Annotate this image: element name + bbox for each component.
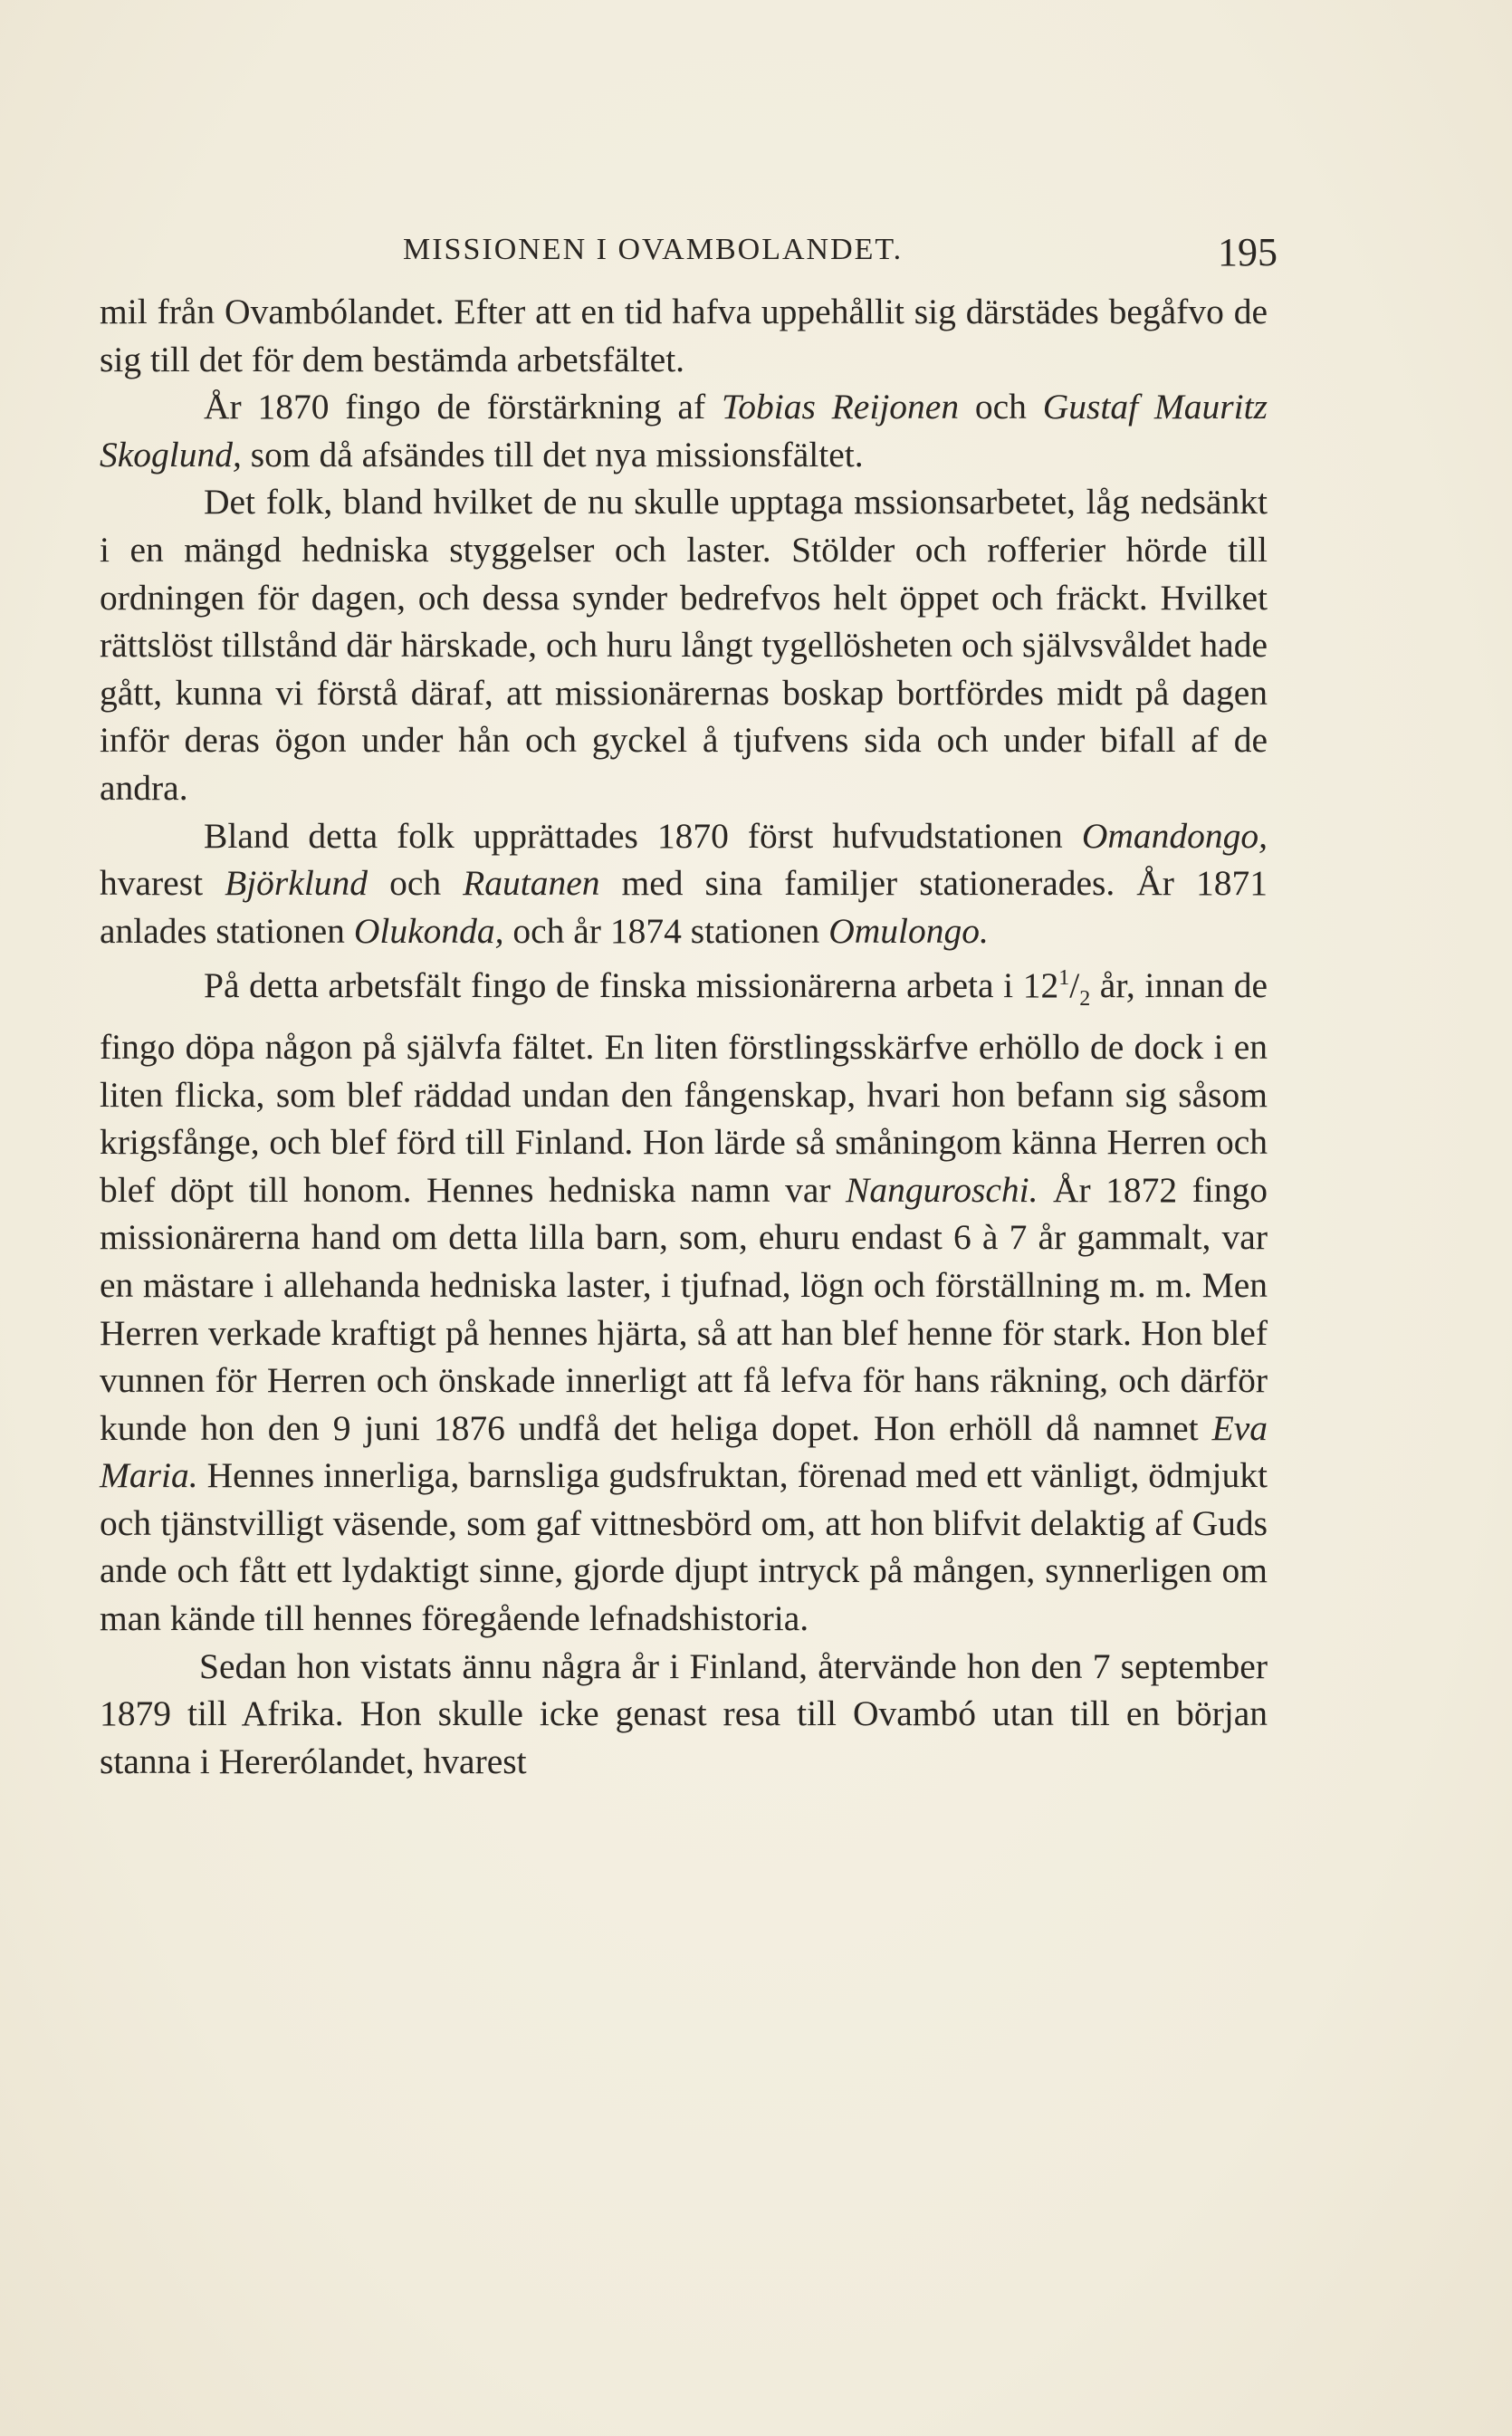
fraction-denominator: 2 [1079,987,1091,1012]
paragraph-1-text: mil från Ovambólandet. Efter att en tid hafva uppehållit sig därstädes begåfvo de sig till det för dem bestämda arbetsfältet. [100,292,1268,379]
paragraph-1 [100,288,1268,383]
paragraph-3-text: Det folk, bland hvilket de nu skulle upptaga mssionsarbetet, låg nedsänkt i en mängd hedniska styggelser och laster. Stölder och rofferier hörde till ordningen för dagen, och dessa synder bedrefvos helt öppet och fräckt. Hvilket rättslöst tillstånd där härskade, och huru långt tygellösheten och självsvåldet hade gått, kunna vi förstå däraf, att missionärernas boskap bortfördes midt på dagen inför deras ögon under hån och gyckel å tjufvens sida och under bifall af de andra. [100,482,1268,808]
name-nanguroschi: Nanguroschi. [846,1169,1038,1210]
fraction-half: $^1/_2$ [1058,965,1091,1012]
name-bjorklund: Björklund [225,863,368,904]
place-omulongo: Omulongo. [828,910,989,951]
paragraph-2 [100,383,1268,478]
place-omandongo: Omandongo, [1081,815,1268,856]
paragraph-4-text-1: Bland detta folk upprättades 1870 först hufvudstationen [204,815,1082,856]
paragraph-2-text-2: och [959,387,1043,427]
name-rautanen: Rautanen [463,863,600,904]
name-eva-maria: Eva Maria. [100,1407,1268,1496]
page-number: 195 [1218,230,1278,274]
paragraph-4-text-2: hvarest [100,863,225,904]
name-tobias-reijonen: Tobias Reijonen [721,387,960,427]
fraction-numerator: 1 [1058,966,1070,991]
paragraph-4-text-4: med sina familjer stationerades. År 1871 anlades stationen [100,863,1268,951]
paragraph-5-text-1: På detta arbetsfält fingo de finska missionärerna arbeta i 12 [204,965,1059,1006]
paragraph-5 [100,954,1268,1642]
place-olukonda: Olukonda, [353,910,504,951]
body-text [100,288,1268,1785]
paragraph-5-text-2: år, innan de fingo döpa någon på självfa fältet. En liten förstlingsskärfve erhöllo de dock i en liten flicka, som blef räddad undan den fångenskap, hvari hon befann sig såsom krigsfånge, och blef förd till Finland. Hon lärde så småningom känna Herren och blef döpt till honom. Hennes hedniska namn var [100,965,1268,1210]
running-head: MISSIONEN I OVAMBOLANDET. [403,233,904,266]
paragraph-3 [100,478,1268,811]
paragraph-4-text-3: och [368,863,464,904]
paragraph-4 [100,812,1268,955]
paragraph-5-text-3: År 1872 fingo missionärerna hand om detta lilla barn, som, ehuru endast 6 à 7 år gammalt, var en mästare i allehanda hedniska laster, i tjufnad, lögn och förställning m. m. Men Herren verkade kraftigt på hennes hjärta, så att han blef henne för stark. Hon blef vunnen för Herren och önskade innerligt att få lefva för hans räkning, och därför kunde hon den 9 juni 1876 undfå det heliga dopet. Hon erhöll då namnet [100,1169,1268,1448]
paragraph-2-text-3: som då afsändes till det nya missionsfältet. [241,434,864,475]
page-header [100,224,1277,287]
name-gustaf-mauritz-skoglund: Gustaf Mauritz Skoglund, [100,387,1268,475]
paragraph-4-text-5: och år 1874 stationen [503,910,829,951]
paragraph-6 [100,1643,1268,1786]
paragraph-2-text-1: År 1870 fingo de förstärkning af [204,387,722,427]
paragraph-5-text-4: Hennes innerliga, barnsliga gudsfruktan, förenad med ett vänligt, ödmjukt och tjänstvilligt väsende, som gaf vittnesbörd om, att hon blifvit delaktig af Guds ande och fått ett lydaktigt sinne, gjorde djupt intryck på mången, synnerligen om man kände till hennes föregående lefnadshistoria. [100,1455,1268,1639]
paragraph-6-text: Sedan hon vistats ännu några år i Finland, återvände hon den 7 september 1879 till Afrika. Hon skulle icke genast resa till Ovambó utan till en början stanna i Hererólandet, hvarest [100,1645,1268,1781]
